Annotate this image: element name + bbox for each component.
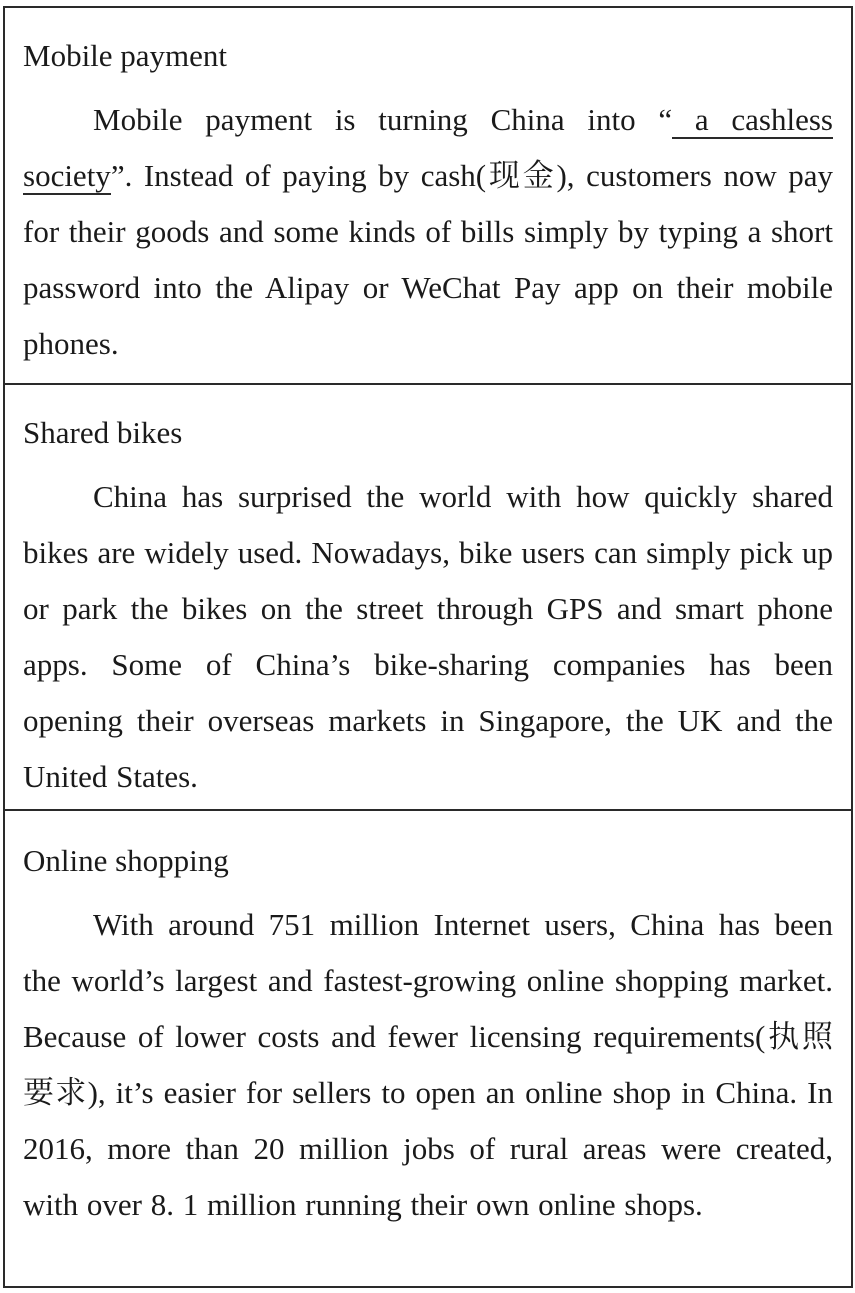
body-text-after: ”. Instead of paying by cash(现金), customers now pay for their goods and some kinds of bills simply by typing a short password into the Alipay or WeChat Pay app on their mobile phones. xyxy=(23,158,833,361)
section-title: Mobile payment xyxy=(23,38,228,73)
section-title: Shared bikes xyxy=(23,415,183,450)
body-text-before: Mobile payment is turning China into “ xyxy=(93,102,673,137)
section-online-shopping xyxy=(5,811,851,1286)
section-title: Online shopping xyxy=(23,843,229,878)
section-body xyxy=(23,92,833,372)
section-mobile-payment xyxy=(5,8,851,385)
article-table xyxy=(3,6,853,1288)
underlined-phrase: a cashless society xyxy=(23,102,833,193)
section-body: With around 751 million Internet users, China has been the world’s largest and fastest-growing online shopping market. Because of lower costs and fewer licensing requirements(执照要求), it’s easier for sellers to open an online shop in China. In 2016, more than 20 million jobs of rural areas were created, with over 8. 1 million running their own online shops. xyxy=(23,907,833,1222)
section-body: China has surprised the world with how quickly shared bikes are widely used. Nowadays, bike users can simply pick up or park the bikes on the street through GPS and smart phone apps. Some of China’s bike-sharing companies has been opening their overseas markets in Singapore, the UK and the United States. xyxy=(23,479,833,794)
section-shared-bikes xyxy=(5,385,851,811)
